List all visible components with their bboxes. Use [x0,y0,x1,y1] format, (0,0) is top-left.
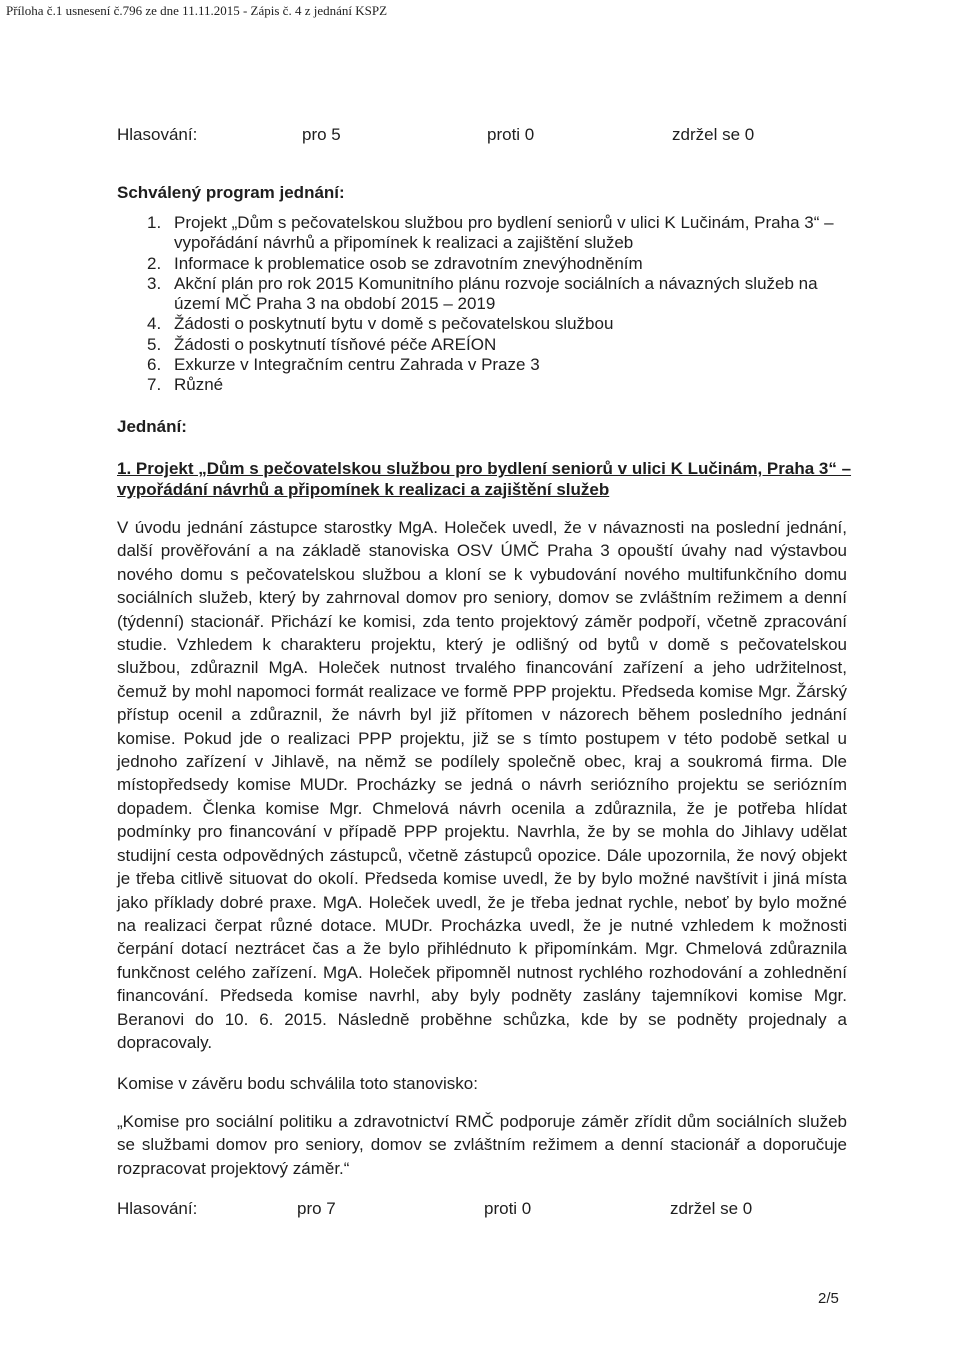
agenda-item-number: 3. [147,273,162,293]
agenda-item [147,274,867,315]
agenda-item-text: Exkurze v Integračním centru Zahrada v Praze 3 [174,355,540,375]
agenda-item-number: 1. [147,213,162,232]
agenda-item-number: 5. [147,334,162,354]
vote-pro: pro 7 [297,1199,336,1218]
vote-zdrzel: zdržel se 0 [672,125,755,144]
item1-paragraph: V úvodu jednání zástupce starostky MgA. Holeček uvedl, že v návaznosti na poslední jednání, další prověřování a na základě stanoviska OSV ÚMČ Praha 3 opouští úvahy nad výstavbou nového domu s pečovatelskou službou a kloní se k vybudování nového multifunkčního domu sociálních služeb, který by zahrnoval domov pro seniory, domov se zvláštním režimem a denní (týdenní) stacionář. Přichází ke komisi, zda tento projektový záměr podpoří, včetně zpracování studie. Vzhledem k charakteru projektu, který je odlišný od bytů v domě s pečovatelskou službou, zdůraznil MgA. Holeček nutnost trvalého financování zařízení a jeho udržitelnost, čemuž by mohl napomoci formát realizace ve formě PPP projektu. Předseda komise Mgr. Žárský přístup ocenil a zdůraznil, že návrh byl již přítomen v názorech během posledního jednání komise. Pokud jde o realizaci PPP projektu, již se s tímto postupem v této podobě setkal u jednoho zařízení v Jihlavě, na němž se podílely společně obec, kraj a soukromá firma. Dle místopředsedy komise MUDr. Procházky se jedná o návrh seriózního projektu se seriózním dopadem. Členka komise Mgr. Chmelová návrh ocenila a zdůraznila, že je potřeba hlídat podmínky pro financování v případě PPP projektu. Navrhla, že by se mohla do Jihlavy udělat studijní cesta odpovědných zástupců, včetně zástupců opozice. Dále upozornila, že nový objekt je třeba citlivě situovat do okolí. Předseda komise uvedl, že by bylo možné navštívit i jiná místa jako příklady dobré praxe. MgA. Holeček uvedl, že je třeba jednat rychle, neboť by bylo možné na realizaci čerpat různé dotace. MUDr. Procházka uvedl, že je nutné vzhledem k možnosti čerpání dotací neztrácet čas a že bylo přihlédnuto k připomínkám. Mgr. Chmelová zdůraznila funkčnost celého zařízení. MgA. Holeček připomněl nutnost rychlého rozhodování a zohlednění financování. Předseda komise navrhl, aby byly podněty zaslány tajemníkovi komise Mgr. Beranovi do 10. 6. 2015. Následně proběhne schůzka, kde by se podněty projednaly a dopracovaly. [117,518,847,1052]
program-heading: Schválený program jednání: [117,183,345,202]
jednani-heading: Jednání: [117,417,187,436]
agenda-item-number: 6. [147,355,162,375]
agenda-item [147,335,867,355]
agenda-item-number: 2. [147,253,162,273]
agenda-item-text: Projekt „Dům s pečovatelskou službou pro bydlení seniorů v ulici K Lučinám, Praha 3“ – vypořádání návrhů a připomínek k realizaci a zajištění služeb [174,213,834,253]
agenda-item [147,254,867,274]
agenda-item [147,355,867,375]
vote-pro: pro 5 [302,125,341,144]
agenda-item [147,375,867,395]
conclusion-intro: Komise v závěru bodu schválila toto stanovisko: [117,1074,478,1093]
agenda-item-number: 4. [147,314,162,334]
item1-heading: 1. Projekt „Dům s pečovatelskou službou pro bydlení seniorů v ulici K Lučinám, Praha 3“ – vypořádání návrhů a připomínek k realizaci a zajištění služeb [117,459,852,499]
agenda-item-text: Akční plán pro rok 2015 Komunitního plánu rozvoje sociálních a návazných služeb na území MČ Praha 3 na období 2015 – 2019 [174,273,818,314]
agenda-item-text: Žádosti o poskytnutí bytu v domě s pečovatelskou službou [174,314,614,334]
agenda-list [147,213,867,396]
page-number: 2/5 [818,1290,839,1307]
agenda-item-text: Žádosti o poskytnutí tísňové péče AREÍON [174,334,497,354]
vote-zdrzel: zdržel se 0 [670,1199,753,1218]
vote-label: Hlasování: [117,125,198,144]
agenda-item [147,213,867,254]
agenda-item-number: 7. [147,375,162,395]
vote-label: Hlasování: [117,1199,198,1218]
agenda-item-text: Různé [174,375,224,395]
vote-proti: proti 0 [484,1199,532,1218]
resolution-text: „Komise pro sociální politiku a zdravotnictví RMČ podporuje záměr zřídit dům sociálních služeb se službami domov pro seniory, domov se zvláštním režimem a denní stacionář a doporučuje rozpracovat projektový záměr.“ [117,1112,847,1178]
agenda-item-text: Informace k problematice osob se zdravotním znevýhodněním [174,253,643,273]
agenda-item [147,314,867,334]
header-note: Příloha č.1 usnesení č.796 ze dne 11.11.2015 - Zápis č. 4 z jednání KSPZ [6,3,388,18]
vote-proti: proti 0 [487,125,535,144]
